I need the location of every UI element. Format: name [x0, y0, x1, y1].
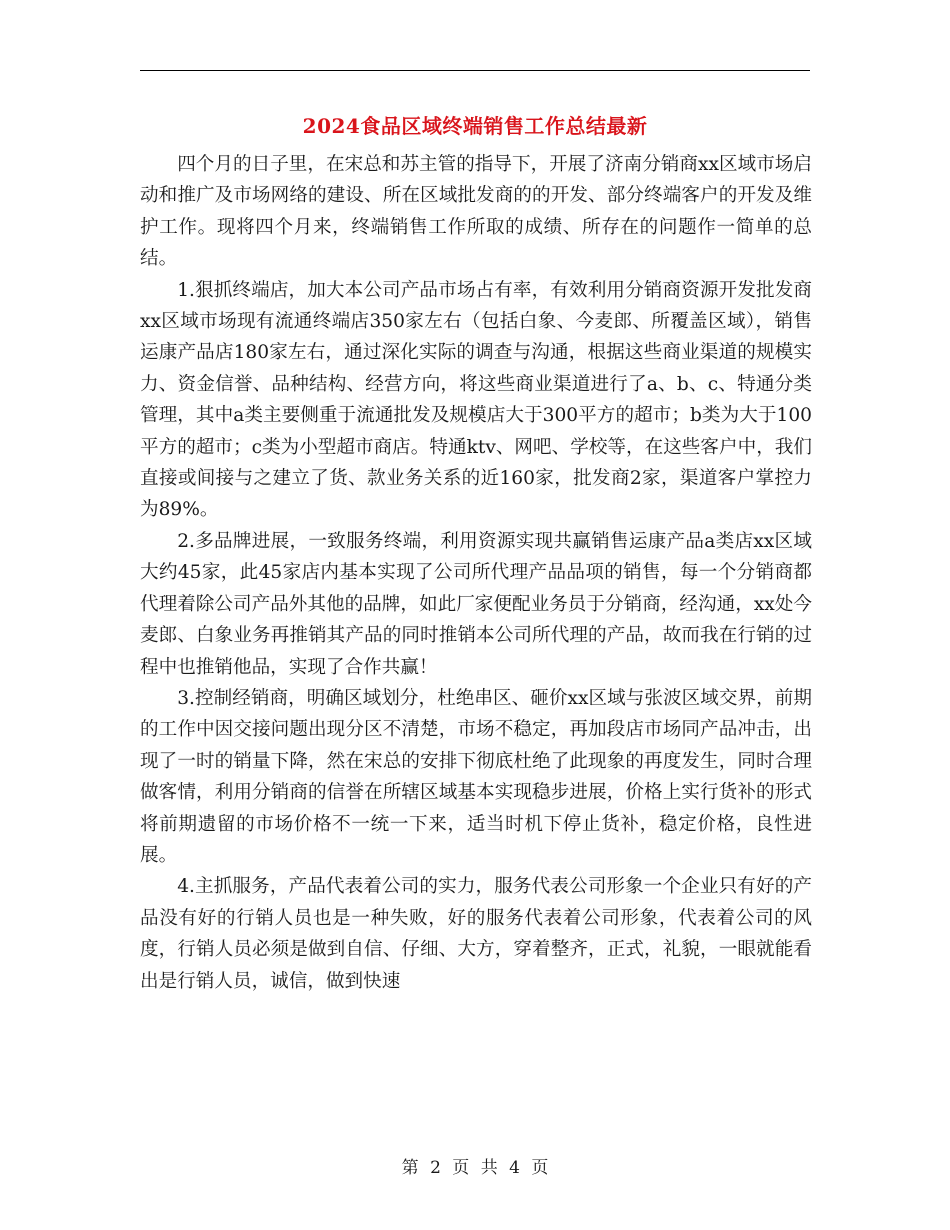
page-footer: 第 2 页 共 4 页: [401, 1158, 549, 1178]
paragraph-1: 1.狠抓终端店，加大本公司产品市场占有率，有效利用分销商资源开发批发商xx区域市场现有流通终端店350家左右（包括白象、今麦郎、所覆盖区域），销售运康产品店180家左右，通过深化实际的调查与沟通，根据这些商业渠道的规模实力、资金信誉、品种结构、经营方向，将这些商业渠道进行了a、b、c、特通分类管理，其中a类主要侧重于流通批发及规模店大于300平方的超市；b类为大于100平方的超市；c类为小型超市商店。特通ktv、网吧、学校等，在这些客户中，我们直接或间接与之建立了货、款业务关系的近160家，批发商2家，渠道客户掌控力为89%。: [140, 279, 812, 521]
document-body: [140, 149, 812, 997]
header-rule: [140, 70, 810, 71]
paragraph-4: 4.主抓服务，产品代表着公司的实力，服务代表公司形象一个企业只有好的产品没有好的行销人员也是一种失败，好的服务代表着公司形象，代表着公司的风度，行销人员必须是做到自信、仔细、大方，穿着整齐，正式，礼貌，一眼就能看出是行销人员，诚信，做到快速: [140, 876, 812, 992]
paragraph-2: 2.多品牌进展，一致服务终端，利用资源实现共赢销售运康产品a类店xx区域大约45家，此45家店内基本实现了公司所代理产品品项的销售，每一个分销商都代理着除公司产品外其他的品牌，如此厂家便配业务员于分销商，经沟通，xx处今麦郎、白象业务再推销其产品的同时推销本公司所代理的产品，故而我在行销的过程中也推销他品，实现了合作共赢！: [140, 530, 812, 678]
document-title: 2024食品区域终端销售工作总结最新: [302, 114, 648, 138]
paragraph-3: 3.控制经销商，明确区域划分，杜绝串区、砸价xx区域与张波区域交界，前期的工作中因交接问题出现分区不清楚，市场不稳定，再加段店市场同产品冲击，出现了一时的销量下降，然在宋总的安排下彻底杜绝了此现象的再度发生，同时合理做客情，利用分销商的信誉在所辖区域基本实现稳步进展，价格上实行货补的形式将前期遗留的市场价格不一统一下来，适当时机下停止货补，稳定价格，良性进展。: [140, 687, 812, 866]
paragraph-intro: 四个月的日子里，在宋总和苏主管的指导下，开展了济南分销商xx区域市场启动和推广及市场网络的建设、所在区域批发商的的开发、部分终端客户的开发及维护工作。现将四个月来，终端销售工作所取的成绩、所存在的问题作一简单的总结。: [140, 154, 812, 270]
